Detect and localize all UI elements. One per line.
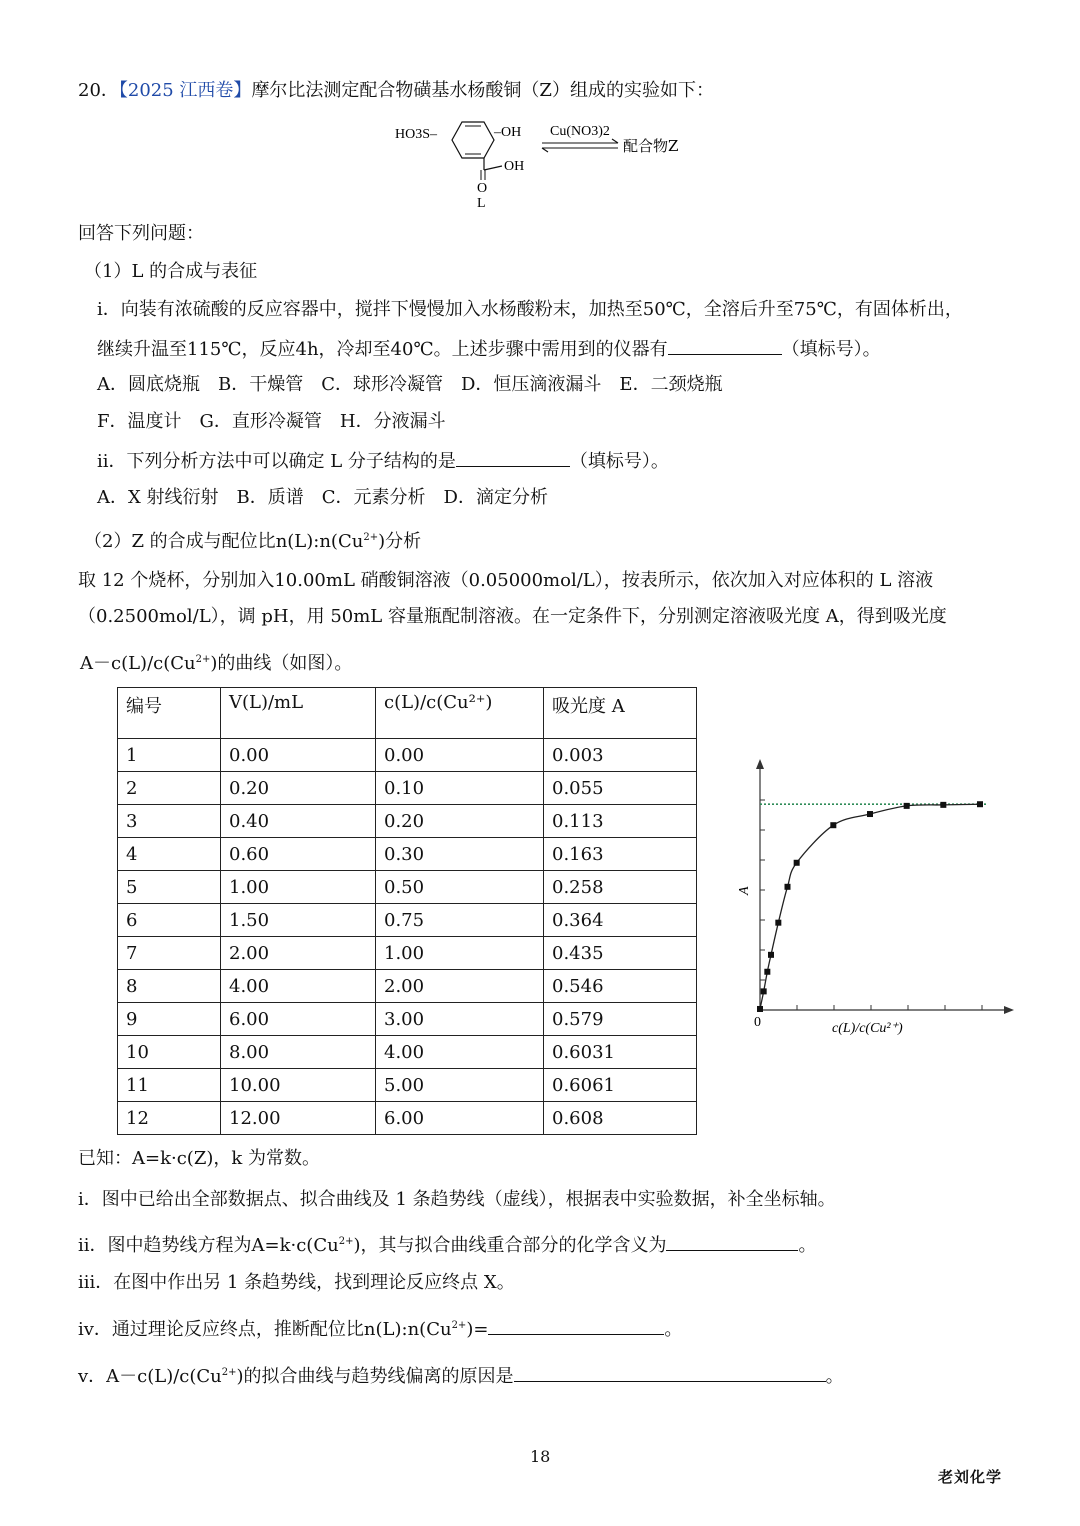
- question-number: 20．: [78, 80, 119, 101]
- table-cell: 0.579: [544, 1003, 697, 1036]
- data-point: [785, 884, 791, 890]
- subq-iii: iii．在图中作出另 1 条趋势线，找到理论反应终点 X。: [78, 1272, 515, 1293]
- table-cell: 1.00: [376, 937, 544, 970]
- subq-iv: iv．通过理论反应终点，推断配位比$n(L):n(Cu^{2+})=$ 。: [78, 1314, 682, 1342]
- data-point: [764, 969, 770, 975]
- known-line: 已知：A=k·c(Z)，k 为常数。: [78, 1148, 320, 1169]
- part2-paragraph-3: $A-c(L)/c(Cu^{2+})$的曲线（如图）。: [80, 653, 353, 674]
- table-row: [118, 805, 697, 838]
- table-cell: 0.00: [221, 739, 376, 772]
- table-row: [118, 1069, 697, 1102]
- table-cell: 3.00: [376, 1003, 544, 1036]
- table-cell: 12: [118, 1102, 221, 1135]
- table-cell: 0.163: [544, 838, 697, 871]
- header-absorbance: 吸光度 A: [544, 688, 697, 739]
- part2-heading: （2）Z 的合成与配位比$n(L):n(Cu^{2+})$分析: [84, 531, 422, 552]
- table-cell: 0.608: [544, 1102, 697, 1135]
- intro-text: 回答下列问题：: [78, 223, 204, 244]
- table-cell: 0.00: [376, 739, 544, 772]
- data-point: [794, 860, 800, 866]
- table-row: [118, 1036, 697, 1069]
- header-ratio: c(L)/c(Cu²⁺): [376, 688, 544, 739]
- reaction-scheme: [390, 110, 690, 210]
- table-row: [118, 772, 697, 805]
- table-row: [118, 838, 697, 871]
- subq-v: v．$A-c(L)/c(Cu^{2+})$的拟合曲线与趋势线偏离的原因是 。: [78, 1361, 844, 1389]
- subq-i: i．图中已给出全部数据点、拟合曲线及 1 条趋势线（虚线），根据表中实验数据，补全坐标轴。: [78, 1189, 836, 1210]
- x-axis-label: c(L)/c(Cu²⁺): [832, 1021, 903, 1036]
- table-cell: 6.00: [376, 1102, 544, 1135]
- data-point: [830, 822, 836, 828]
- part1-ii: ii．下列分析方法中可以确定 L 分子结构的是 （填标号）。: [97, 448, 669, 474]
- table-cell: 6: [118, 904, 221, 937]
- table-cell: 0.055: [544, 772, 697, 805]
- table-cell: 0.10: [376, 772, 544, 805]
- table-cell: 0.20: [221, 772, 376, 805]
- ho3s-label: HO3S–: [395, 127, 438, 142]
- answer-blank-ratio[interactable]: [488, 1316, 664, 1335]
- table-cell: 10: [118, 1036, 221, 1069]
- part1-i-line2: 继续升温至115℃，反应4h，冷却至40℃。上述步骤中需用到的仪器有 （填标号）。: [97, 336, 881, 362]
- subq-ii: ii．图中趋势线方程为$A=k\cdot c(Cu^{2+})$，其与拟合曲线重合部分的化学含义为 。: [78, 1230, 816, 1258]
- part2-paragraph-2: （0.2500mol/L），调 pH，用 50mL 容量瓶配制溶液。在一定条件下，分别测定溶液吸光度 A，得到吸光度: [78, 606, 947, 627]
- table-row: [118, 970, 697, 1003]
- part2-paragraph-1: 取 12 个烧杯，分别加入10.00mL 硝酸铜溶液（0.05000mol/L），按表所示，依次加入对应体积的 L 溶液: [78, 570, 934, 591]
- table-cell: 4.00: [221, 970, 376, 1003]
- brand-watermark: 老刘化学: [938, 1468, 1003, 1486]
- absorbance-chart: [730, 755, 1020, 1045]
- part1-options-2: F．温度计 G．直形冷凝管 H．分液漏斗: [97, 411, 446, 432]
- table-cell: 8: [118, 970, 221, 1003]
- data-point: [775, 920, 781, 926]
- table-cell: 2.00: [221, 937, 376, 970]
- table-cell: 11: [118, 1069, 221, 1102]
- table-row: [118, 1003, 697, 1036]
- table-row: [118, 739, 697, 772]
- table-cell: 0.60: [221, 838, 376, 871]
- table-row: [118, 904, 697, 937]
- benzene-ring: [452, 122, 494, 158]
- answer-blank-method[interactable]: [456, 448, 570, 467]
- table-row: [118, 937, 697, 970]
- table-cell: 9: [118, 1003, 221, 1036]
- table-row: [118, 871, 697, 904]
- table-cell: 0.003: [544, 739, 697, 772]
- table-cell: 3: [118, 805, 221, 838]
- origin-label: 0: [754, 1015, 761, 1030]
- header-id: 编号: [118, 688, 221, 739]
- table-cell: 1: [118, 739, 221, 772]
- table-cell: 4.00: [376, 1036, 544, 1069]
- table-cell: 0.113: [544, 805, 697, 838]
- answer-blank-instruments[interactable]: [668, 336, 782, 355]
- table-cell: 2: [118, 772, 221, 805]
- source-tag: 【2025 江西卷】: [118, 80, 252, 101]
- part1-i-line1: i．向装有浓硫酸的反应容器中，搅拌下慢慢加入水杨酸粉末，加热至50℃，全溶后升至75℃，有固体析出，: [97, 299, 963, 320]
- table-cell: 0.75: [376, 904, 544, 937]
- table-cell: 0.258: [544, 871, 697, 904]
- table-cell: 0.50: [376, 871, 544, 904]
- part1-heading: （1）L 的合成与表征: [84, 261, 258, 282]
- o-label: O: [477, 181, 488, 196]
- table-cell: 0.40: [221, 805, 376, 838]
- table-body: [118, 739, 697, 1135]
- table-cell: 5: [118, 871, 221, 904]
- data-point: [768, 952, 774, 958]
- table-cell: 1.50: [221, 904, 376, 937]
- table-cell: 0.364: [544, 904, 697, 937]
- table-cell: 6.00: [221, 1003, 376, 1036]
- table-cell: 7: [118, 937, 221, 970]
- answer-blank-meaning[interactable]: [666, 1232, 798, 1251]
- y-axis-label: A: [737, 886, 752, 895]
- data-point: [904, 803, 910, 809]
- table-cell: 10.00: [221, 1069, 376, 1102]
- y-axis-arrow: [756, 759, 764, 769]
- answer-blank-reason[interactable]: [514, 1363, 826, 1382]
- table-cell: 0.6061: [544, 1069, 697, 1102]
- table-cell: 0.546: [544, 970, 697, 1003]
- table-cell: 0.435: [544, 937, 697, 970]
- l-label: L: [477, 196, 486, 210]
- table-cell: 8.00: [221, 1036, 376, 1069]
- arrow-reagent: Cu(NO3)2: [550, 124, 610, 139]
- table-cell: 0.30: [376, 838, 544, 871]
- table-cell: 12.00: [221, 1102, 376, 1135]
- header-volume: V(L)/mL: [221, 688, 376, 739]
- x-axis-arrow: [1004, 1006, 1014, 1014]
- table-header-row: [118, 688, 697, 739]
- data-point: [761, 988, 767, 994]
- question-title: 摩尔比法测定配合物磺基水杨酸铜（Z）组成的实验如下：: [251, 80, 714, 101]
- page-number: 18: [530, 1447, 551, 1466]
- part1-options-1: A．圆底烧瓶 B．干燥管 C．球形冷凝管 D．恒压滴液漏斗 E．二颈烧瓶: [97, 374, 723, 395]
- fit-curve: [760, 804, 980, 1009]
- data-table: [117, 687, 697, 1135]
- table-cell: 4: [118, 838, 221, 871]
- table-cell: 1.00: [221, 871, 376, 904]
- data-point: [867, 811, 873, 817]
- part1-ii-options: A．X 射线衍射 B．质谱 C．元素分析 D．滴定分析: [97, 487, 548, 508]
- table-cell: 0.20: [376, 805, 544, 838]
- data-point: [757, 1006, 763, 1012]
- data-point: [940, 802, 946, 808]
- table-cell: 0.6031: [544, 1036, 697, 1069]
- oh-label-1: –OH: [494, 125, 522, 140]
- table-cell: 5.00: [376, 1069, 544, 1102]
- table-row: [118, 1102, 697, 1135]
- table-cell: 2.00: [376, 970, 544, 1003]
- oh-label-2: OH: [504, 159, 525, 174]
- question-header: [78, 79, 714, 103]
- product-label: 配合物Z: [623, 137, 679, 155]
- data-point: [977, 801, 983, 807]
